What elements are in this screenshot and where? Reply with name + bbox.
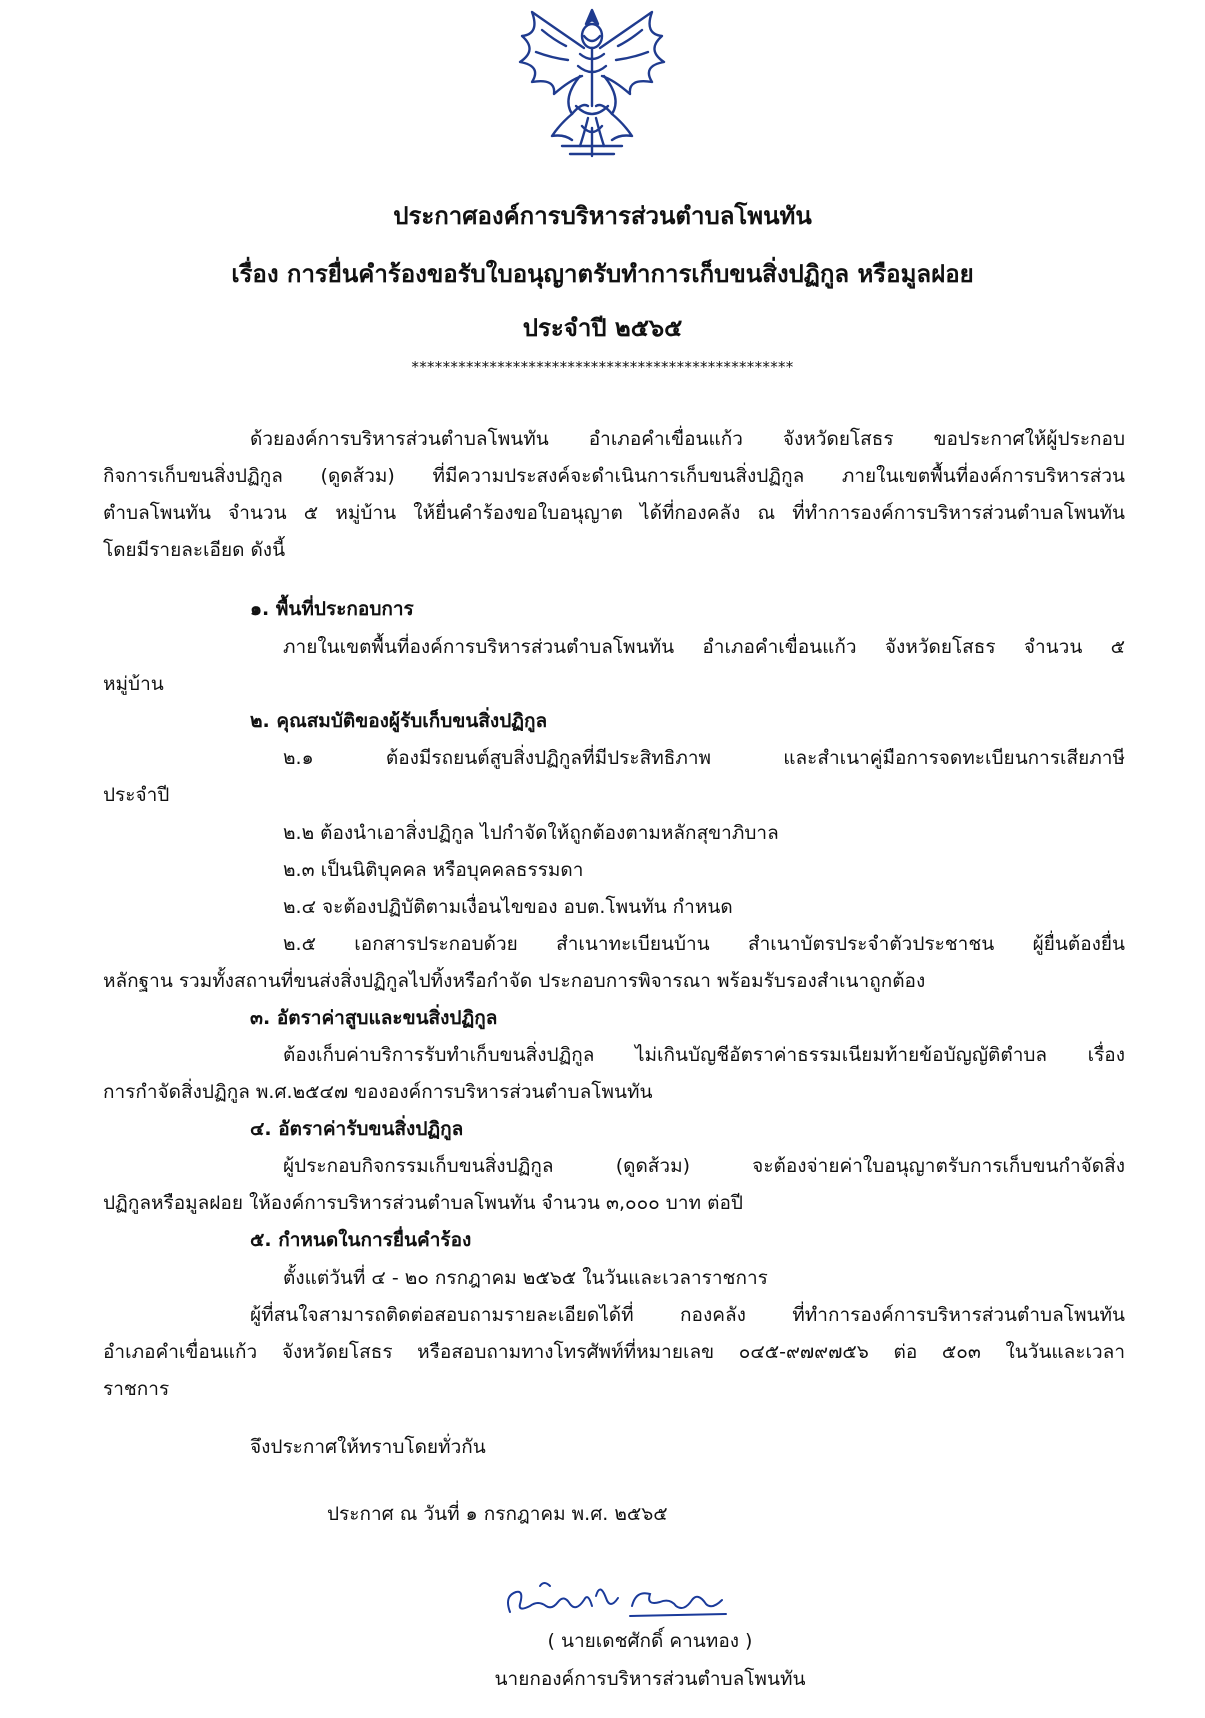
closing-announcement: จึงประกาศให้ทราบโดยทั่วกัน <box>250 1436 486 1458</box>
title-line-1: ประกาศองค์การบริหารส่วนตำบลโพนทัน <box>393 202 812 230</box>
section-3-line-2: การกำจัดสิ่งปฏิกูล พ.ศ.๒๕๔๗ ขององค์การบริหารส่วนตำบลโพนทัน <box>103 1081 653 1103</box>
section-1-line-1: ภายในเขตพื้นที่องค์การบริหารส่วนตำบลโพนทัน อำเภอคำเขื่อนแก้ว จังหวัดยโสธร จำนวน ๕ <box>283 636 1125 658</box>
signatory-name: ( นายเดชศักดิ์ คานทอง ) <box>547 1630 753 1652</box>
section-2-item-5-line-2: หลักฐาน รวมทั้งสถานที่ขนส่งสิ่งปฏิกูลไปทิ้งหรือกำจัด ประกอบการพิจารณา พร้อมรับรองสำเนาถูกต้อง <box>103 970 926 992</box>
section-4-heading: ๔. อัตราค่ารับขนสิ่งปฏิกูล <box>250 1118 464 1140</box>
title-line-3: ประจำปี ๒๕๖๕ <box>522 314 683 342</box>
handwritten-signature-icon <box>500 1576 740 1626</box>
section-4-line-2: ปฏิกูลหรือมูลฝอย ให้องค์การบริหารส่วนตำบลโพนทัน จำนวน ๓,๐๐๐ บาท ต่อปี <box>103 1192 743 1214</box>
contact-line-3: ราชการ <box>103 1378 170 1400</box>
section-4-line-1: ผู้ประกอบกิจกรรมเก็บขนสิ่งปฏิกูล (ดูดส้วม) จะต้องจ่ายค่าใบอนุญาตรับการเก็บขนกำจัดสิ่ง <box>283 1155 1125 1177</box>
section-2-heading: ๒. คุณสมบัติของผู้รับเก็บขนสิ่งปฏิกูล <box>250 710 548 732</box>
section-5-line-1: ตั้งแต่วันที่ ๔ - ๒๐ กรกฎาคม ๒๕๖๕ ในวันและเวลาราชการ <box>283 1267 768 1289</box>
section-3-line-1: ต้องเก็บค่าบริการรับทำเก็บขนสิ่งปฏิกูล ไม่เกินบัญชีอัตราค่าธรรมเนียมท้ายข้อบัญญัติตำบล เรื่อง <box>283 1044 1125 1066</box>
contact-line-1: ผู้ที่สนใจสามารถติดต่อสอบถามรายละเอียดได้ที่ กองคลัง ที่ทำการองค์การบริหารส่วนตำบลโพนทัน <box>250 1304 1125 1326</box>
intro-line-2: กิจการเก็บขนสิ่งปฏิกูล (ดูดส้วม) ที่มีความประสงค์จะดำเนินการเก็บขนสิ่งปฏิกูล ภายในเขตพื้นที่องค์การบริหารส่วน <box>103 465 1125 487</box>
intro-line-4: โดยมีรายละเอียด ดังนี้ <box>103 539 286 561</box>
section-2-item-1-line-1: ๒.๑ ต้องมีรถยนต์สูบสิ่งปฏิกูลที่มีประสิทธิภาพ และสำเนาคู่มือการจดทะเบียนการเสียภาษี <box>283 747 1125 769</box>
signatory-position: นายกองค์การบริหารส่วนตำบลโพนทัน <box>494 1668 806 1690</box>
section-1-heading: ๑. พื้นที่ประกอบการ <box>250 598 414 620</box>
section-2-item-3: ๒.๓ เป็นนิติบุคคล หรือบุคคลธรรมดา <box>283 859 584 881</box>
section-2-item-5-line-1: ๒.๕ เอกสารประกอบด้วย สำเนาทะเบียนบ้าน สำเนาบัตรประจำตัวประชาชน ผู้ยื่นต้องยื่น <box>283 933 1125 955</box>
section-2-item-1-line-2: ประจำปี <box>103 784 170 806</box>
title-separator: ************************************************* <box>411 358 794 376</box>
section-5-heading: ๕. กำหนดในการยื่นคำร้อง <box>250 1229 472 1251</box>
section-3-heading: ๓. อัตราค่าสูบและขนสิ่งปฏิกูล <box>250 1007 498 1029</box>
garuda-emblem-icon <box>492 6 692 166</box>
intro-line-1: ด้วยองค์การบริหารส่วนตำบลโพนทัน อำเภอคำเขื่อนแก้ว จังหวัดยโสธร ขอประกาศให้ผู้ประกอบ <box>250 428 1125 450</box>
title-line-2: เรื่อง การยื่นคำร้องขอรับใบอนุญาตรับทำการเก็บขนสิ่งปฏิกูล หรือมูลฝอย <box>231 260 974 288</box>
section-1-line-2: หมู่บ้าน <box>103 673 164 695</box>
announcement-date: ประกาศ ณ วันที่ ๑ กรกฎาคม พ.ศ. ๒๕๖๕ <box>327 1503 668 1525</box>
section-2-item-2: ๒.๒ ต้องนำเอาสิ่งปฏิกูล ไปกำจัดให้ถูกต้องตามหลักสุขาภิบาล <box>283 822 779 844</box>
contact-line-2: อำเภอคำเขื่อนแก้ว จังหวัดยโสธร หรือสอบถามทางโทรศัพท์ที่หมายเลข ๐๔๕-๙๗๙๗๕๖ ต่อ ๕๐๓ ในวันและเวลา <box>103 1341 1125 1363</box>
section-2-item-4: ๒.๔ จะต้องปฏิบัติตามเงื่อนไขของ อบต.โพนทัน กำหนด <box>283 896 733 918</box>
intro-line-3: ตำบลโพนทัน จำนวน ๕ หมู่บ้าน ให้ยื่นคำร้องขอใบอนุญาต ได้ที่กองคลัง ณ ที่ทำการองค์การบริหารส่วนตำบลโพนทัน <box>103 502 1125 524</box>
